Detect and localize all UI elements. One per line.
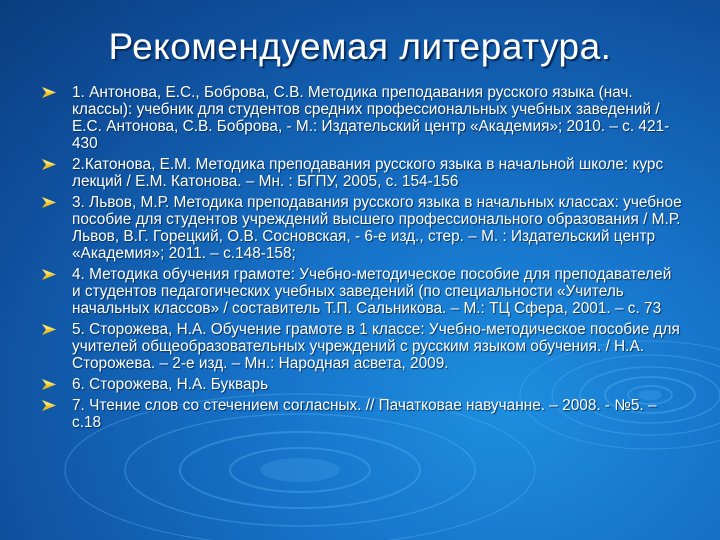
reference-list — [42, 84, 682, 435]
reference-text: 1. Антонова, Е.С., Боброва, С.В. Методика преподавания русского языка (нач. классы): учебник для студентов средних профессиональных учебных заведений / Е.С. Антонова, С.В. Боброва, - М.: Издательский центр «Академия»; 2010. – с. 421-430 — [72, 84, 670, 152]
arrow-bullet-icon — [42, 87, 56, 98]
reference-text: 4. Методика обучения грамоте: Учебно-методическое пособие для преподавателей и студентов педагогических учебных заведений (по специальности «Учитель начальных классов» / составитель Т.П. Сальникова. – М.: ТЦ Сфера, 2001. – с. 73 — [72, 266, 672, 317]
arrow-bullet-icon — [42, 400, 56, 411]
reference-item — [42, 266, 682, 317]
reference-text: 3. Львов, М.Р. Методика преподавания русского языка в начальных классах: учебное пособие для студентов учреждений высшего профессионального образования / М.Р. Львов, В.Г. Горецкий, О.В. Сосновская, - 6-е изд., стер. – М. : Издательский центр «Академия»; 2011. – с.148-158; — [72, 194, 682, 262]
reference-item — [42, 321, 682, 372]
reference-item — [42, 376, 682, 393]
reference-item — [42, 194, 682, 262]
reference-item — [42, 84, 682, 152]
arrow-bullet-icon — [42, 324, 56, 335]
reference-text: 2.Катонова, Е.М. Методика преподавания русского языка в начальной школе: курс лекций / Е.М. Катонова. – Мн. : БГПУ, 2005, с. 154-156 — [72, 156, 664, 190]
arrow-bullet-icon — [42, 159, 56, 170]
arrow-bullet-icon — [42, 269, 56, 280]
reference-item — [42, 397, 682, 431]
slide-title: Рекомендуемая литература. — [108, 26, 612, 67]
reference-item — [42, 156, 682, 190]
reference-text: 6. Сторожева, Н.А. Букварь — [72, 376, 269, 393]
reference-text: 5. Сторожева, Н.А. Обучение грамоте в 1 классе: Учебно-методическое пособие для учителей общеобразовательных учреждений с русским языком обучения. / Н.А. Сторожева. – 2-е изд. – Мн.: Народная асвета, 2009. — [72, 321, 680, 372]
arrow-bullet-icon — [42, 379, 56, 390]
arrow-bullet-icon — [42, 197, 56, 208]
reference-text: 7. Чтение слов со стечением согласных. // Пачатковае навучанне. – 2008. - №5. – с.18 — [72, 397, 657, 431]
